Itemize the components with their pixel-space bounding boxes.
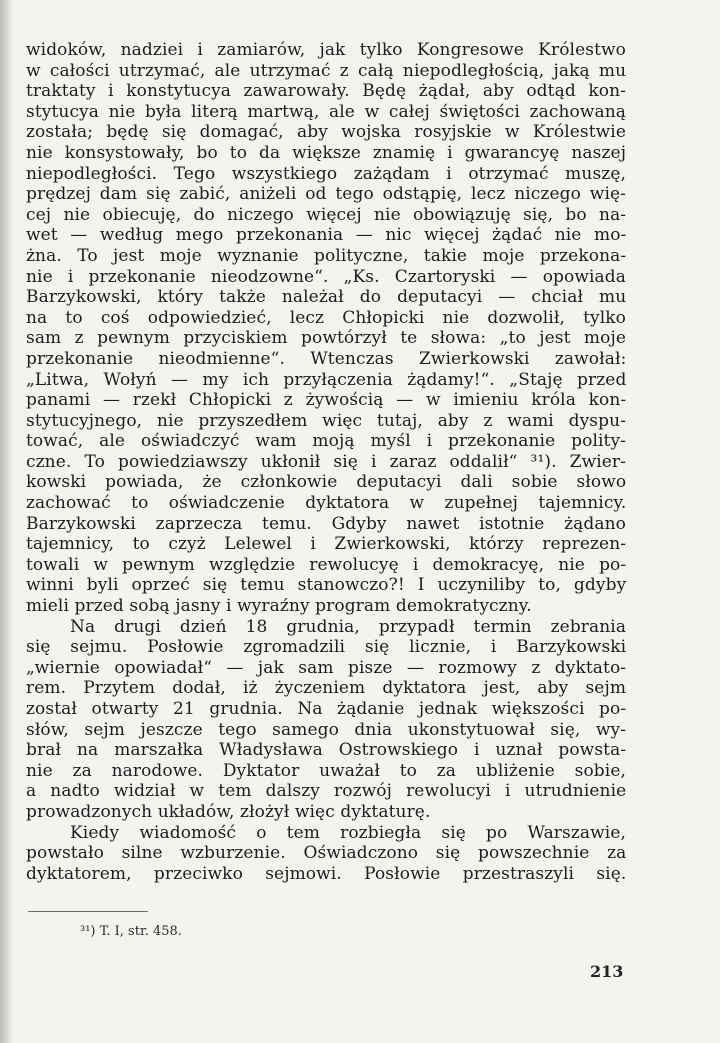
text-line: został otwarty 21 grudnia. Na żądanie jednak większości po- bbox=[26, 699, 627, 719]
paragraph-start-line: Kiedy wiadomość o tem rozbiegła się po Warszawie, bbox=[70, 822, 626, 843]
text-line: brał na marszałka Władysława Ostrowskiego i uznał powsta- bbox=[26, 740, 627, 761]
text-line: mieli przed sobą jasny i wyraźny program demokratyczny. bbox=[26, 596, 532, 617]
page-number: 213 bbox=[590, 962, 624, 981]
text-line: „wiernie opowiadał“ — jak sam pisze — rozmowy z dyktato- bbox=[26, 657, 627, 678]
text-line: nie konsystowały, bo to da większe znamię i gwarancyę naszej bbox=[26, 142, 627, 163]
text-line: nie za narodowe. Dyktator uważał to za ubliżenie sobie, bbox=[26, 760, 626, 781]
footnote-separator bbox=[28, 911, 148, 912]
text-line: przekonanie nieodmienne“. Wtenczas Zwierkowski zawołał: bbox=[26, 348, 627, 369]
text-line: prędzej dam się zabić, aniżeli od tego odstąpię, lecz niczego wię- bbox=[26, 184, 626, 205]
text-line: czne. To powiedziawszy ukłonił się i zaraz oddalił“ ³¹). Zwier- bbox=[26, 451, 626, 472]
text-line: w całości utrzymać, ale utrzymać z całą niepodległością, jaką mu bbox=[26, 60, 627, 81]
text-line: stytucya nie była literą martwą, ale w całej świętości zachowaną bbox=[26, 101, 626, 122]
footnote: ³¹) T. I, str. 458. bbox=[80, 924, 182, 939]
text-line: rem. Przytem dodał, iż życzeniem dyktatora jest, aby sejm bbox=[26, 678, 627, 699]
text-line: na to coś odpowiedzieć, lecz Chłopicki nie dozwolił, tylko bbox=[26, 307, 626, 328]
text-line: Barzykowski zaprzecza temu. Gdyby nawet istotnie żądano bbox=[26, 513, 626, 534]
text-line: nie i przekonanie nieodzowne“. „Ks. Czartoryski — opowiada bbox=[26, 266, 626, 287]
text-line: niepodległości. Tego wszystkiego zażądam i otrzymać muszę, bbox=[26, 163, 626, 184]
text-line: towali w pewnym względzie rewolucyę i demokracyę, nie po- bbox=[26, 554, 627, 575]
text-line: winni byli oprzeć się temu stanowczo?! I uczyniliby to, gdyby bbox=[26, 575, 627, 596]
text-line: Barzykowski, który także należał do deputacyi — chciał mu bbox=[26, 287, 627, 308]
paragraph-start-line: Na drugi dzień 18 grudnia, przypadł termin zebrania bbox=[70, 616, 627, 637]
text-line: się sejmu. Posłowie zgromadzili się licznie, i Barzykowski bbox=[26, 637, 627, 658]
text-line: wet — według mego przekonania — nic więcej żądać nie mo- bbox=[26, 225, 627, 246]
text-line: żna. To jest moje wyznanie polityczne, takie moje przekona- bbox=[26, 245, 627, 266]
text-line: a nadto widział w tem dalszy rozwój rewolucyi i utrudnienie bbox=[26, 781, 627, 802]
text-line: cej nie obiecuję, do niczego więcej nie obowiązuję się, bo na- bbox=[26, 204, 627, 225]
text-line: traktaty i konstytucya zawarowały. Będę żądał, aby odtąd kon- bbox=[26, 81, 626, 102]
text-line: panami — rzekł Chłopicki z żywością — w imieniu króla kon- bbox=[26, 390, 627, 411]
text-line: kowski powiada, że członkowie deputacyi dali sobie słowo bbox=[26, 472, 627, 493]
text-line: powstało silne wzburzenie. Oświadczono się powszechnie za bbox=[26, 843, 627, 864]
text-line: „Litwa, Wołyń — my ich przyłączenia żądamy!“. „Staję przed bbox=[26, 369, 627, 390]
body-text bbox=[26, 40, 626, 884]
page-gutter-shadow bbox=[0, 0, 14, 1043]
text-line: tować, ale oświadczyć wam moją myśl i przekonanie polity- bbox=[26, 431, 626, 452]
text-line: sam z pewnym przyciskiem powtórzył te słowa: „to jest moje bbox=[26, 328, 626, 349]
text-line: tajemnicy, to czyż Lelewel i Zwierkowski, którzy reprezen- bbox=[26, 534, 627, 555]
text-line: stytucyjnego, nie przyszedłem więc tutaj, aby z wami dyspu- bbox=[26, 410, 626, 431]
text-line: słów, sejm jeszcze tego samego dnia ukonstytuował się, wy- bbox=[26, 719, 627, 740]
text-line: prowadzonych układów, złożył więc dyktaturę. bbox=[26, 801, 431, 822]
text-line: zachować to oświadczenie dyktatora w zupełnej tajemnicy. bbox=[26, 493, 627, 514]
text-line: widoków, nadziei i zamiarów, jak tylko Kongresowe Królestwo bbox=[26, 40, 626, 60]
text-line: została; będę się domagać, aby wojska rosyjskie w Królestwie bbox=[26, 122, 626, 143]
text-line: dyktatorem, przeciwko sejmowi. Posłowie przestraszyli się. bbox=[26, 863, 627, 884]
